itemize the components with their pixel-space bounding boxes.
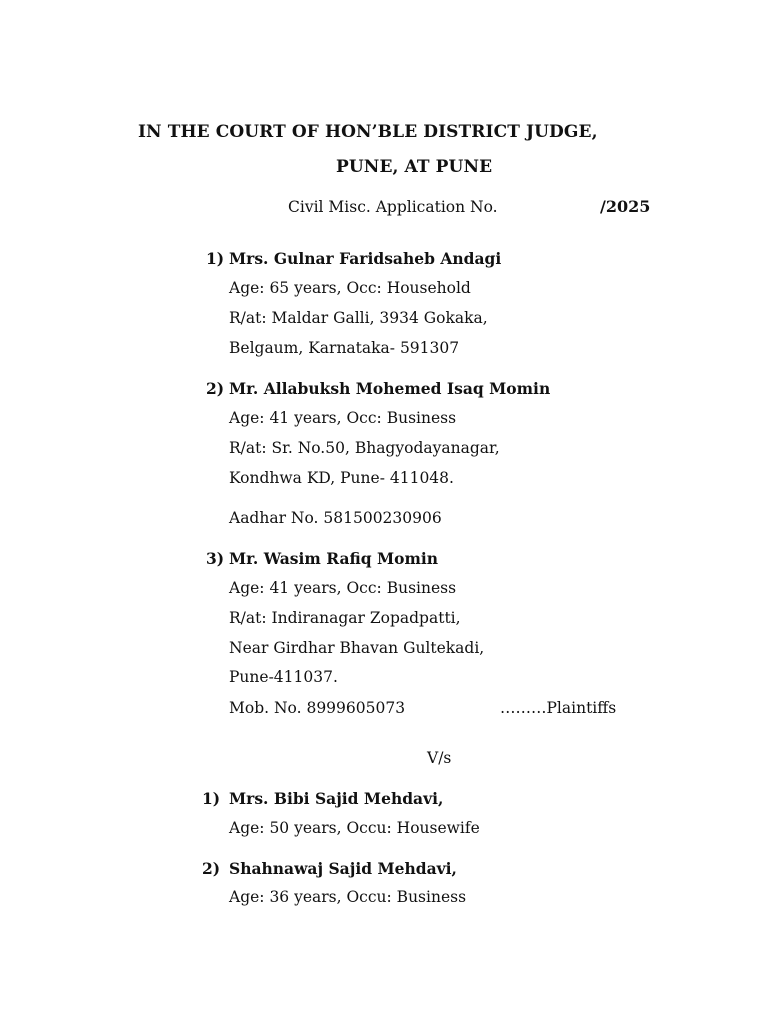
plaintiff-3-age: Age: 41 years, Occ: Business <box>229 579 457 597</box>
defendant-2-age: Age: 36 years, Occu: Business <box>229 888 467 906</box>
plaintiff-2-name: Mr. Allabuksh Mohemed Isaq Momin <box>229 379 551 398</box>
plaintiff-2-address-1: R/at: Sr. No.50, Bhagyodayanagar, <box>229 439 500 457</box>
plaintiff-1-age: Age: 65 years, Occ: Household <box>229 279 471 297</box>
plaintiff-3-number: 3) <box>206 549 225 568</box>
plaintiffs-role-label: ………Plaintiffs <box>500 699 617 717</box>
plaintiff-3-name: Mr. Wasim Rafiq Momin <box>229 549 439 568</box>
plaintiff-3-mobile: Mob. No. 8999605073 <box>229 699 406 717</box>
plaintiff-3-address-2: Near Girdhar Bhavan Gultekadi, <box>229 639 485 657</box>
defendant-1-age: Age: 50 years, Occu: Housewife <box>229 819 480 837</box>
plaintiff-1-number: 1) <box>206 249 225 268</box>
application-year: /2025 <box>600 197 651 216</box>
versus-label: V/s <box>427 749 452 767</box>
court-heading-line-1: IN THE COURT OF HON’BLE DISTRICT JUDGE, <box>138 122 598 142</box>
defendant-1-number: 1) <box>202 789 221 808</box>
application-label: Civil Misc. Application No. <box>288 198 498 216</box>
plaintiff-2-number: 2) <box>206 379 225 398</box>
plaintiff-3-address-1: R/at: Indiranagar Zopadpatti, <box>229 609 461 627</box>
plaintiff-2-age: Age: 41 years, Occ: Business <box>229 409 457 427</box>
plaintiff-1-address-2: Belgaum, Karnataka- 591307 <box>229 339 460 357</box>
defendant-1-name: Mrs. Bibi Sajid Mehdavi, <box>229 789 444 808</box>
court-heading-line-2: PUNE, AT PUNE <box>336 157 493 177</box>
plaintiff-3-address-3: Pune-411037. <box>229 668 338 686</box>
defendant-2-name: Shahnawaj Sajid Mehdavi, <box>229 859 457 878</box>
plaintiff-1-name: Mrs. Gulnar Faridsaheb Andagi <box>229 249 502 268</box>
plaintiff-2-aadhar: Aadhar No. 581500230906 <box>229 509 442 527</box>
plaintiff-2-address-2: Kondhwa KD, Pune- 411048. <box>229 469 454 487</box>
plaintiff-1-address-1: R/at: Maldar Galli, 3934 Gokaka, <box>229 309 488 327</box>
defendant-2-number: 2) <box>202 859 221 878</box>
